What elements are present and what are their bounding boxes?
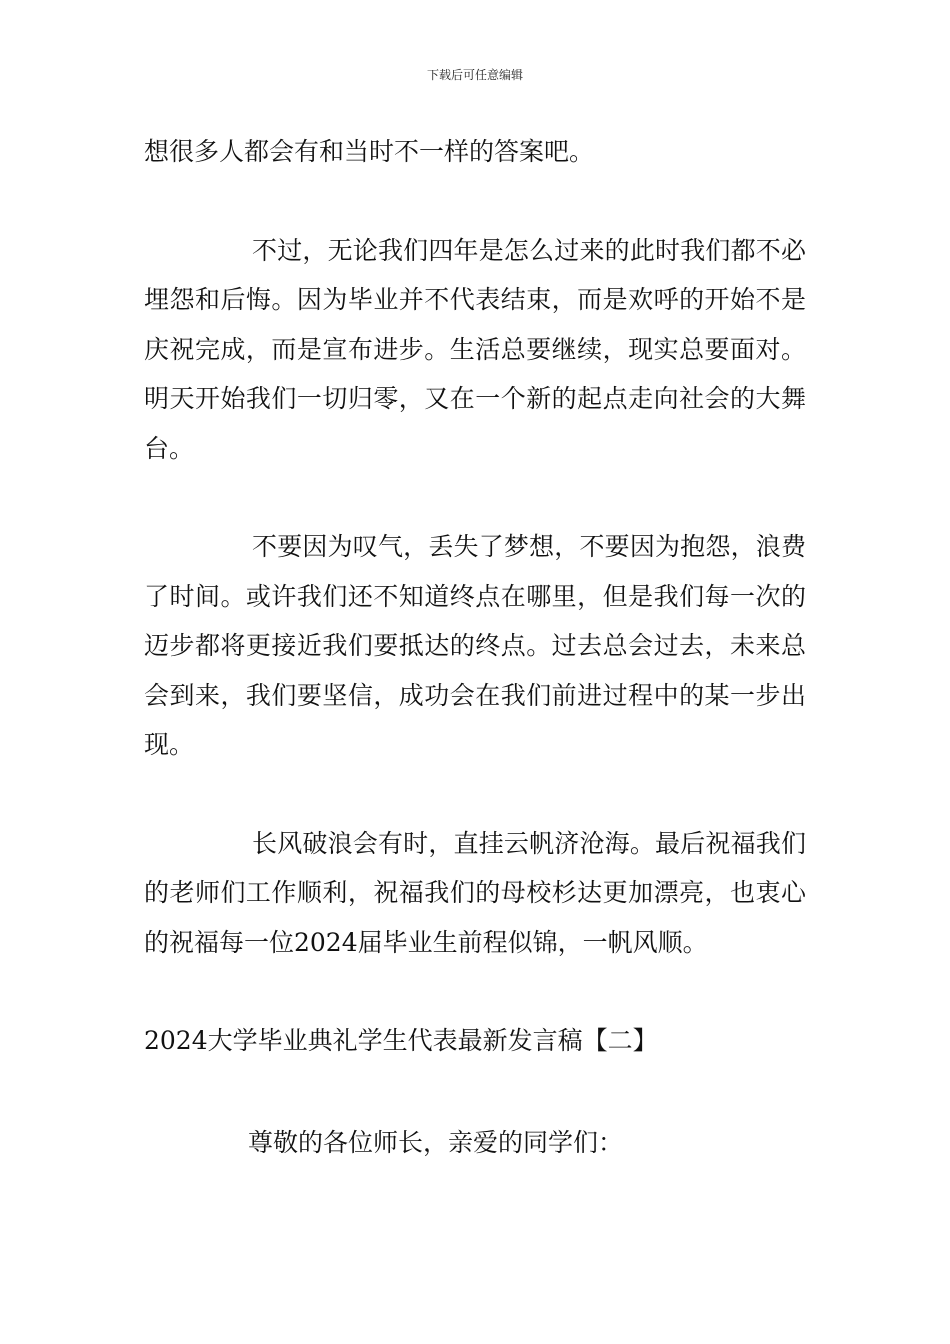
section-title: 2024大学毕业典礼学生代表最新发言稿【二】 [144, 1026, 658, 1055]
document-body [144, 127, 806, 1167]
paragraph-continuation: 想很多人都会有和当时不一样的答案吧。 [144, 137, 595, 166]
page-header: 下载后可任意编辑 [426, 68, 523, 82]
paragraph-3: 长风破浪会有时，直挂云帆济沧海。最后祝福我们的老师们工作顺利，祝福我们的母校杉达更加漂亮，也衷心的祝福每一位2024届毕业生前程似锦，一帆风顺。 [144, 828, 806, 957]
paragraph-2: 不要因为叹气，丢失了梦想，不要因为抱怨，浪费了时间。或许我们还不知道终点在哪里，但是我们每一次的迈步都将更接近我们要抵达的终点。过去总会过去，未来总会到来，我们要坚信，成功会在我们前进过程中的某一步出现。 [144, 532, 806, 759]
greeting-line: 尊敬的各位师长，亲爱的同学们： [248, 1127, 624, 1157]
paragraph-1: 不过，无论我们四年是怎么过来的此时我们都不必埋怨和后悔。因为毕业并不代表结束，而是欢呼的开始不是庆祝完成，而是宣布进步。生活总要继续，现实总要面对。明天开始我们一切归零，又在一个新的起点走向社会的大舞台。 [144, 235, 806, 463]
